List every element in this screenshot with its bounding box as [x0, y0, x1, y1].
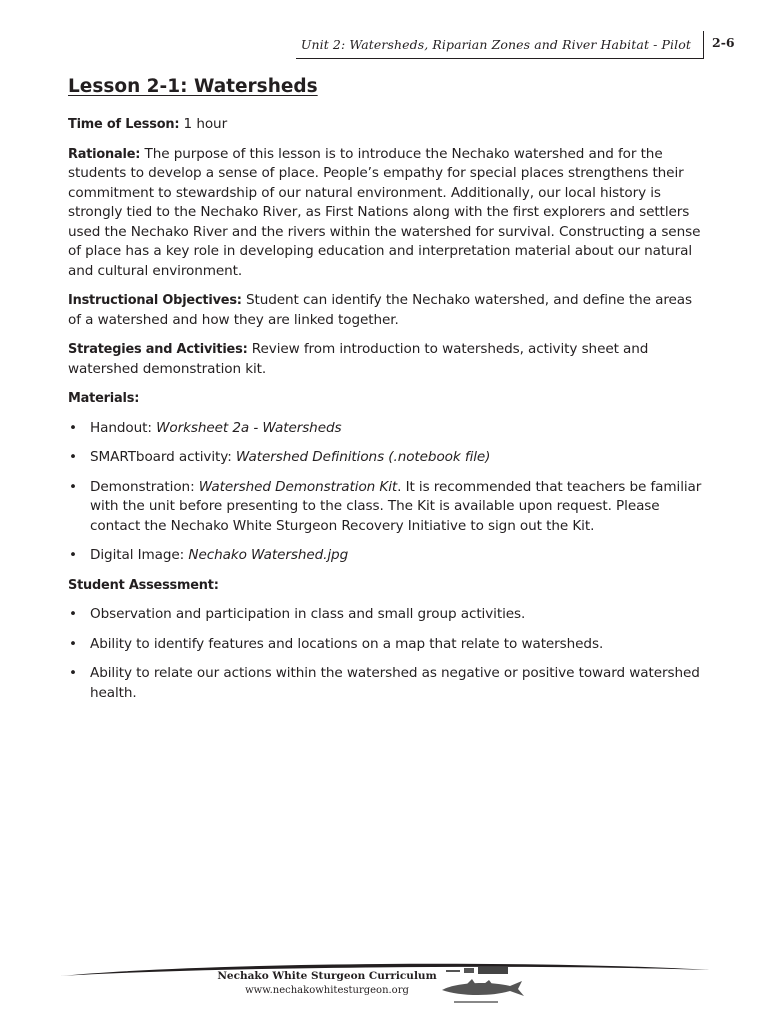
- footer-curriculum-title: Nechako White Sturgeon Curriculum: [217, 970, 437, 982]
- bullet-icon: •: [69, 449, 77, 465]
- list-item: [68, 664, 708, 703]
- instructional-objectives-text: Student can identify the Nechako watershed, and define the areas of a watershed and how they are linked together.: [68, 292, 692, 328]
- material-title: Nechako Watershed.jpg: [188, 547, 349, 563]
- material-lead: SMARTboard activity:: [90, 449, 236, 465]
- rationale: [68, 145, 708, 282]
- material-lead: Handout:: [90, 419, 157, 436]
- list-item: [68, 546, 708, 566]
- time-of-lesson-value: 1 hour: [179, 116, 228, 132]
- bullet-icon: •: [69, 665, 77, 681]
- footer-website-link[interactable]: www.nechakowhitesturgeon.org: [245, 985, 409, 996]
- header-vertical-divider: [703, 31, 704, 59]
- assessment-text: Ability to identify features and locations on a map that relate to watersheds.: [90, 635, 604, 652]
- sturgeon-logo-icon: [436, 964, 526, 1008]
- bullet-icon: •: [69, 635, 77, 652]
- strategies-and-activities-label: Strategies and Activities:: [68, 342, 248, 357]
- instructional-objectives-label: Instructional Objectives:: [68, 293, 242, 308]
- bullet-icon: •: [69, 478, 77, 495]
- material-title: Watershed Demonstration Kit: [198, 478, 398, 495]
- material-title: Watershed Definitions (.notebook file): [235, 449, 491, 465]
- strategies-and-activities: [68, 340, 708, 379]
- bullet-icon: •: [69, 547, 77, 563]
- material-rest: . It is recommended that teachers be familiar with the unit before presenting to the class. The Kit is available upon request. Please contact the Nechako White Sturgeon Recovery Initiative to sign out the Kit.: [90, 478, 702, 534]
- material-lead: Demonstration:: [90, 478, 199, 495]
- assessment-list: [68, 605, 708, 703]
- material-lead: Digital Image:: [90, 547, 189, 563]
- materials-heading: Materials:: [68, 391, 140, 406]
- material-title: Worksheet 2a - Watersheds: [156, 419, 342, 436]
- list-item: [68, 419, 708, 439]
- page-header: [0, 0, 770, 62]
- assessment-text: Observation and participation in class and small group activities.: [90, 606, 526, 622]
- running-header-title: Unit 2: Watersheds, Riparian Zones and River Habitat - Pilot: [300, 37, 691, 52]
- lesson-title: Lesson 2-1: Watersheds: [68, 76, 318, 97]
- instructional-objectives: [68, 291, 708, 330]
- materials-list: [68, 419, 708, 566]
- bullet-icon: •: [69, 606, 77, 622]
- header-divider: [296, 58, 704, 59]
- student-assessment-heading: Student Assessment:: [68, 577, 219, 593]
- rationale-text: The purpose of this lesson is to introduce the Nechako watershed and for the students to develop a sense of place. People’s empathy for special places strengthens their commitment to stewardship of our natural environment. Additionally, our local history is strongly tied to the Nechako River, as First Nations along with the first explorers and settlers used the Nechako River and the rivers within the watershed for survival. Constructing a sense of place has a key role in developing education and interpretation material about our natural and cultural environment.: [68, 145, 701, 279]
- list-item: [68, 448, 708, 468]
- time-of-lesson-label: Time of Lesson:: [68, 117, 180, 132]
- list-item: [68, 635, 708, 655]
- bullet-icon: •: [69, 419, 77, 436]
- time-of-lesson: [68, 115, 708, 135]
- rationale-label: Rationale:: [68, 146, 141, 162]
- page-number: 2-6: [712, 35, 735, 50]
- assessment-text: Ability to relate our actions within the watershed as negative or positive toward watershed health.: [90, 665, 700, 701]
- lesson-content: [68, 76, 708, 713]
- list-item: [68, 478, 708, 537]
- strategies-and-activities-text: Review from introduction to watersheds, activity sheet and watershed demonstration kit.: [68, 341, 649, 377]
- list-item: [68, 605, 708, 625]
